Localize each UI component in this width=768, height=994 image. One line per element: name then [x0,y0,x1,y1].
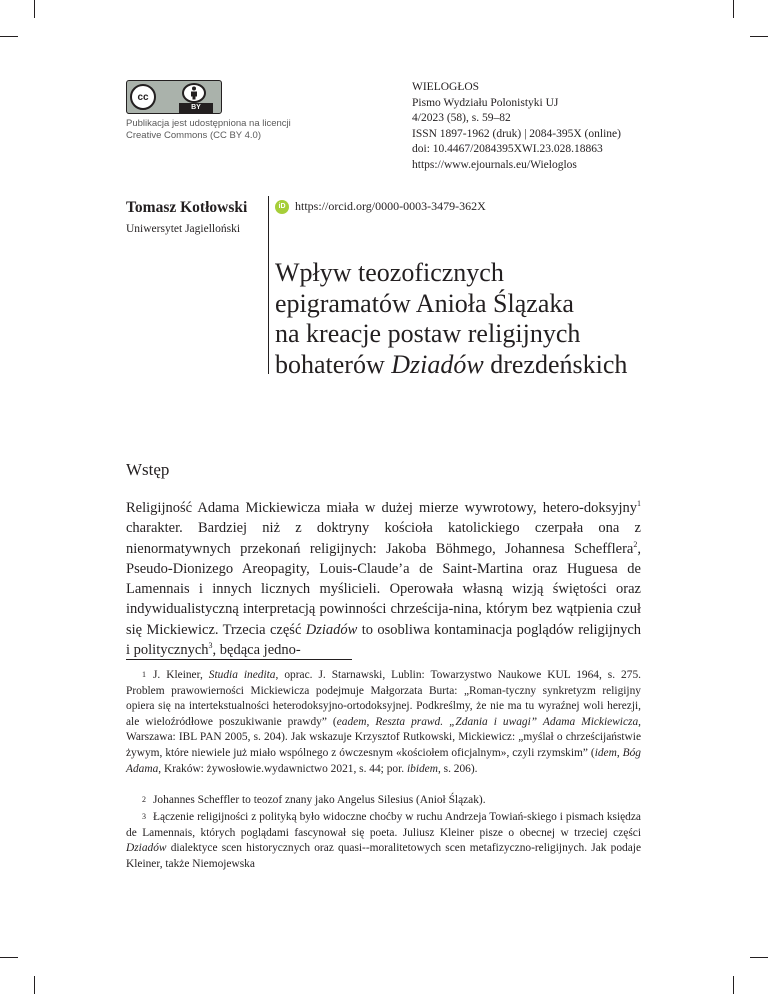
orcid-link[interactable] [275,199,486,214]
journal-info [412,80,621,173]
license-line: Publikacja jest udostępniona na licencji [126,118,291,129]
person-icon [182,83,206,103]
body-text: charakter. Bardziej niż z doktryny kościoła katolickiego czerpała ona z nienormatywnych przekonań religijnych: Jakoba Böhmego, Johannesa Schefflera [126,520,641,557]
title-line: na kreacje postaw religijnych [275,319,581,348]
title-line: Wpływ teozoficznych [275,258,504,287]
title-line: epigramatów Anioła Ślązaka [275,288,574,318]
crop-mark [0,36,18,37]
footnote-text: , s. 206). [437,762,478,775]
crop-mark [34,0,35,18]
body-paragraph [126,498,641,660]
footnote-number: 2 [142,795,146,804]
footnote-text: J. Kleiner, [153,669,209,681]
title-italic: Dziadów [391,349,484,379]
footnote-text: , [616,746,623,759]
journal-doi[interactable]: doi: 10.4467/2084395XWI.23.028.18863 [412,143,603,155]
footnote-italic: Dziadów [126,842,167,855]
crop-mark [34,976,35,994]
body-text: Religijność Adama Mickiewicza miała w dużej mierze wywrotowy, hetero-doksyjny [126,500,637,516]
footnote-text: , Kraków: żywosłowie.wydawnictwo 2021, s. 44; por. [158,762,407,775]
footnote-separator [126,659,352,660]
footnote-1 [126,668,641,777]
body-text: , Pseudo-Dionizego Areopagity, Louis-Claude’a de Saint-Martina oraz Huguesa de Lamennais i innych licznych myślicieli. Operowała własną wizją świętości oraz indywidualistyczną interpretacją powinności chrześcija-nina, którym bez wątpienia czuł się Mickiewicz. Trzecia część [126,540,641,638]
title-line [275,350,627,381]
body-text: , będąca jedno- [212,642,301,659]
section-heading: Wstęp [126,460,170,479]
footnote-italic: idem [594,746,617,759]
footnote-italic: Bóg Adama [126,746,641,775]
footnote-italic: Studia inedita [208,669,276,681]
footnote-number: 1 [142,670,146,679]
by-label: BY [179,103,213,113]
journal-issn: ISSN 1897-1962 (druk) | 2084-395X (online) [412,127,621,140]
cc-icon [130,84,156,110]
author-affiliation: Uniwersytet Jagielloński [126,223,241,235]
license-note [126,118,291,141]
footnote-ref[interactable]: 1 [637,499,641,509]
footnote-text: , oprac. J. Starnawski, Lublin: Towarzystwo Naukowe KUL 1964, s. 275. Problem prawowierności Mickiewicza podejmuje Małgorzata Burta: „Roman-tyczny synkretyzm religijny opiera się na intertekstualności heterodoksyjno-ortodoksyjnej. Podkreślmy, że nie ma tu wyraźnej woli herezji, ale wieloźródłowe poszukiwanie prawdy” ( [126,669,641,728]
body-text: to osobliwa kontaminacja poglądów religijnych i politycznych [126,621,642,659]
journal-name: WIELOGŁOS [412,81,480,93]
author-name: Tomasz Kotłowski [126,199,248,216]
title-text: drezdeńskich [483,349,628,379]
journal-url[interactable]: https://www.ejournals.eu/Wieloglos [412,158,577,171]
crop-mark [750,36,768,37]
journal-subtitle: Pismo Wydziału Polonistyki UJ [412,96,559,109]
title-divider [268,196,269,374]
crop-mark [750,957,768,958]
footnote-ref[interactable]: 3 [208,641,213,651]
footnote-number: 3 [142,812,146,821]
footnote-text: dialektyce scen historycznych oraz quasi--moralitetowych scen metafizyczno-religijnych. Jak podaje Kleiner, także Niemojewska [126,842,641,870]
footnote-italic: ibidem [406,762,438,775]
orcid-icon: iD [275,200,289,214]
person-glyph [188,86,200,100]
footnote-ref[interactable]: 2 [633,539,638,549]
footnote-italic: eadem, Reszta prawd. „Zdania i uwagi” Adama Mickiewicza [336,715,639,728]
footnote-3 [126,810,641,872]
cc-by-license-badge[interactable] [126,80,222,114]
crop-mark [733,976,734,994]
footnote-2 [126,793,641,809]
journal-issue: 4/2023 (58), s. 59–82 [412,112,511,124]
body-italic: Dziadów [305,621,358,638]
title-text: bohaterów [275,349,392,379]
orcid-url[interactable]: https://orcid.org/0000-0003-3479-362X [295,199,486,213]
footnote-text: , Warszawa: IBL PAN 2005, s. 204). Jak wskazuje Krzysztof Rutkowski, Mickiewicz: „myślał o chrześcijaństwie żywym, które niewiele już miało wspólnego z ówczesnym «kościołem oficjalnym», czyli rzymskim” ( [126,715,642,759]
cc-icon-label: cc [137,91,149,103]
crop-mark [733,0,734,18]
license-line: Creative Commons (CC BY 4.0) [126,129,261,141]
crop-mark [0,957,18,958]
article-title [275,258,627,380]
footnote-text: Łączenie religijności z polityką było widoczne choćby w ruchu Andrzeja Towiań-skiego i pismach księdza de Lamennais, których poglądami fascynował się poeta. Juliusz Kleiner pisze o obecnej w trzeciej części [126,811,641,839]
footnote-text: Johannes Scheffler to teozof znany jako Angelus Silesius (Anioł Ślązak). [153,794,486,806]
